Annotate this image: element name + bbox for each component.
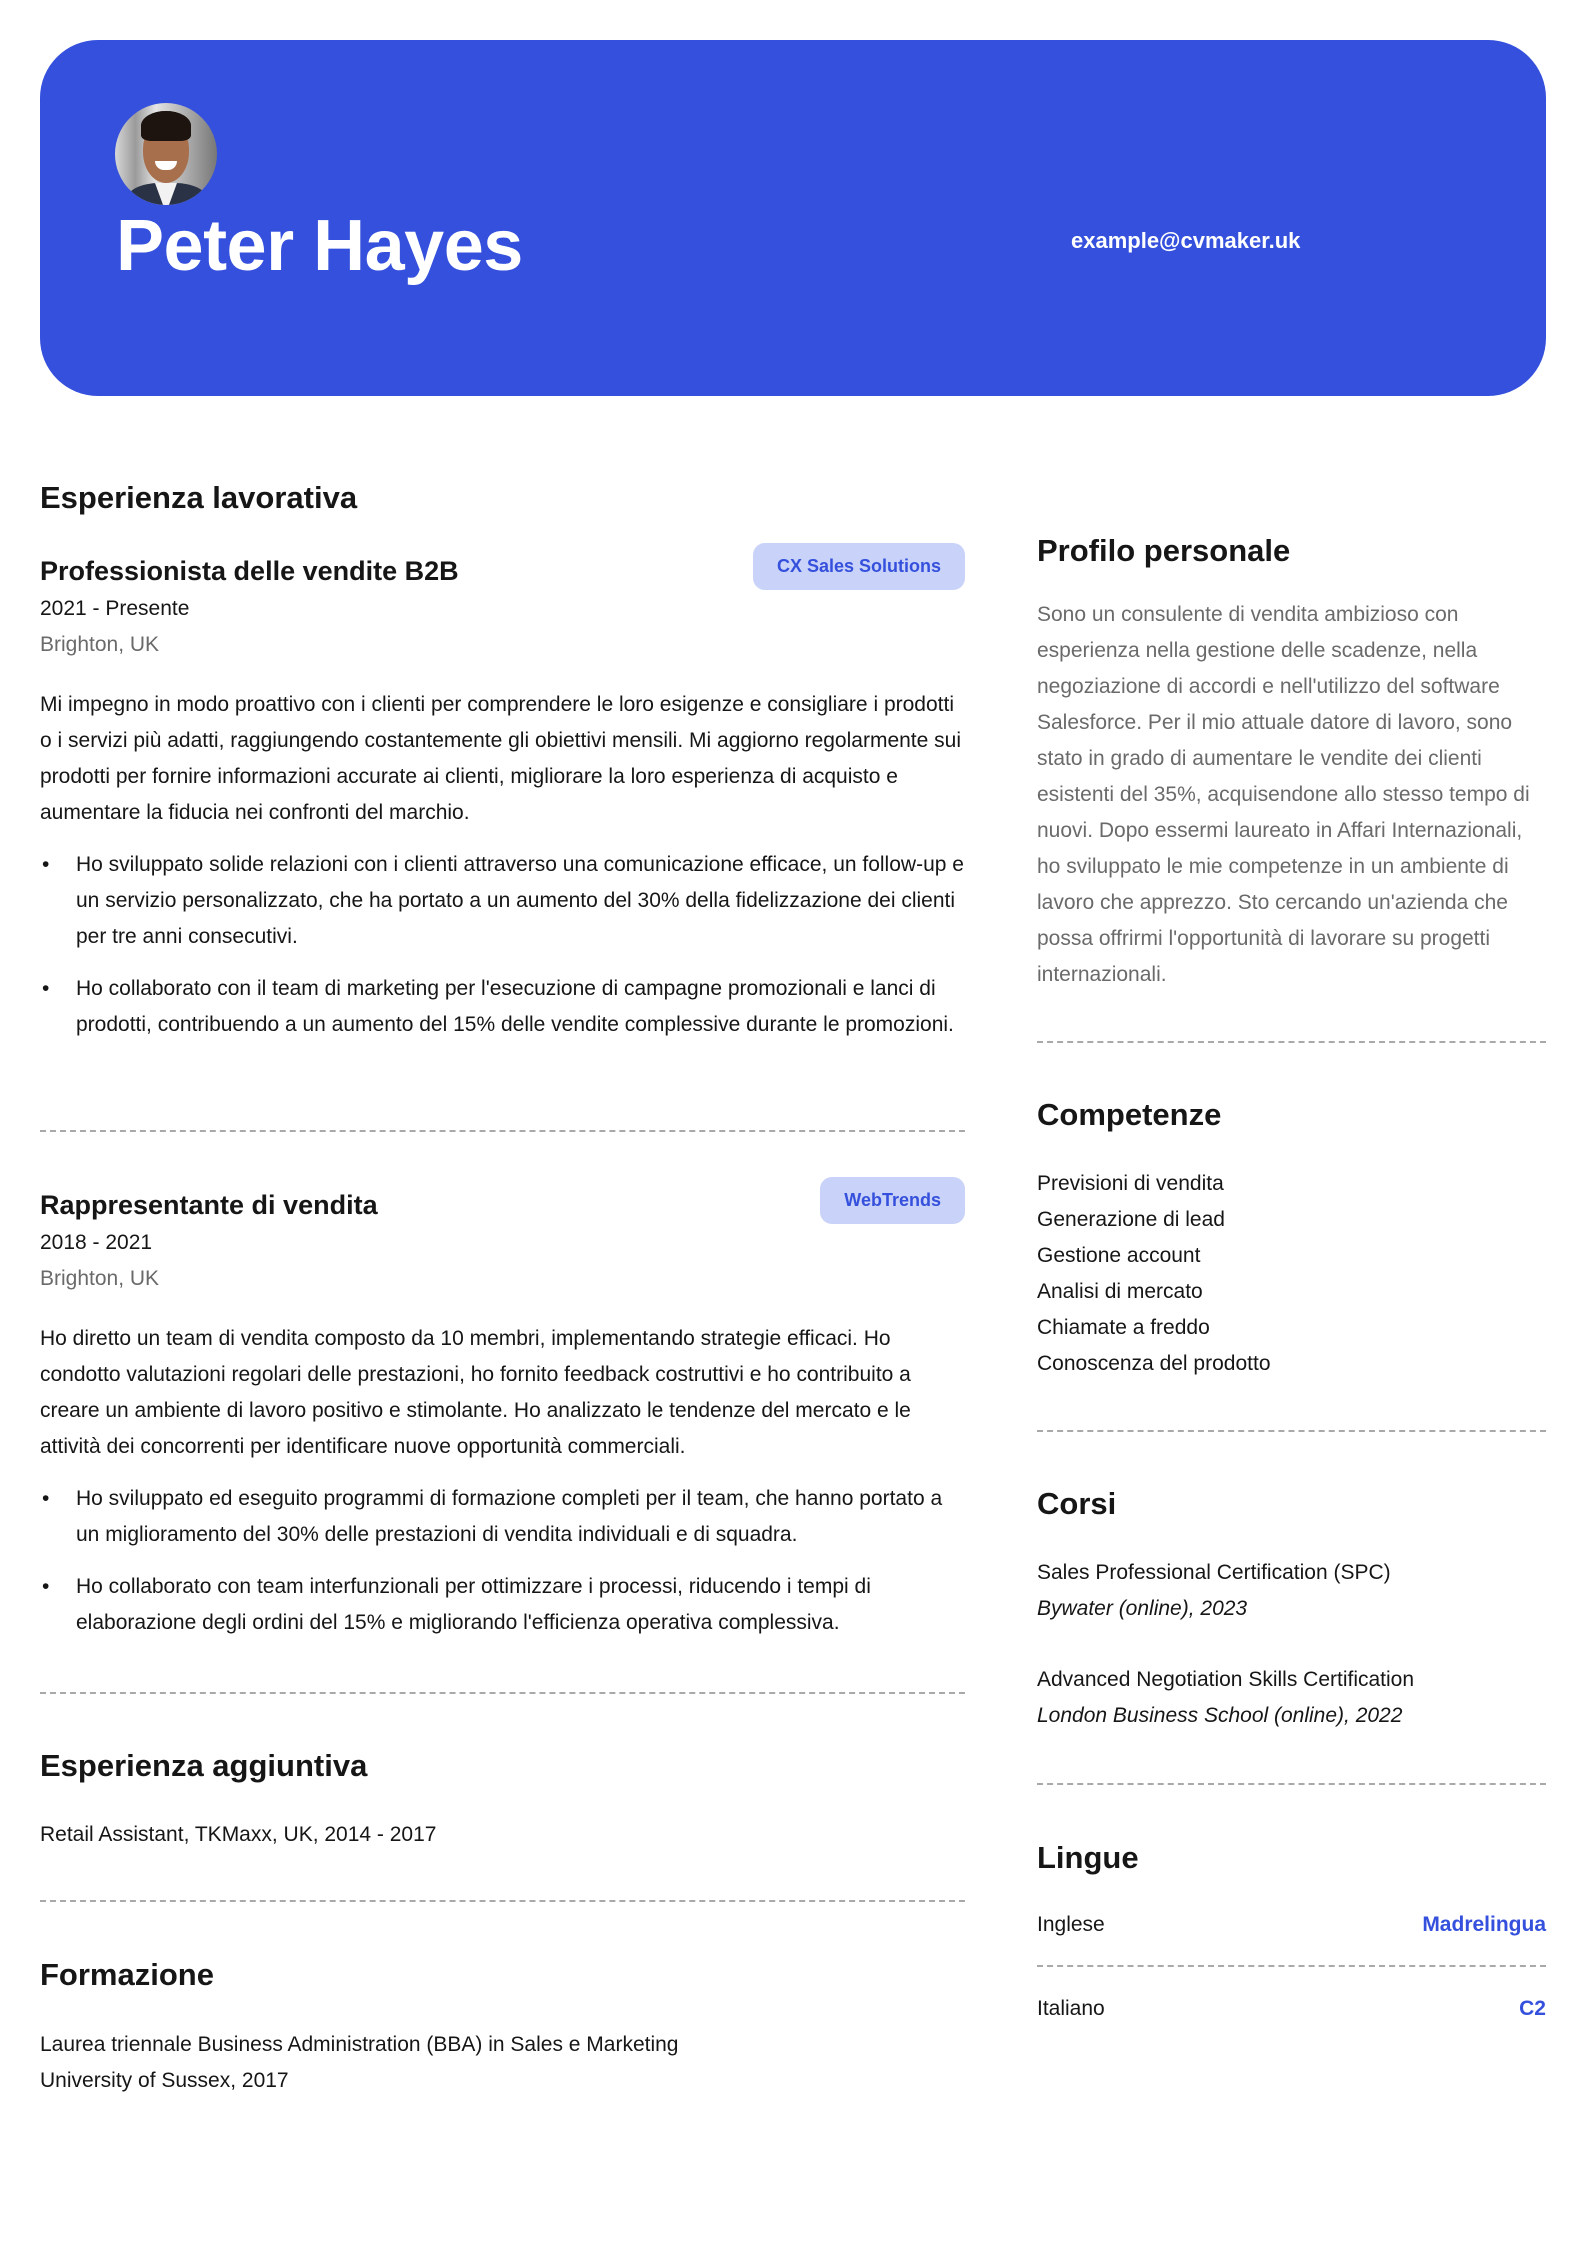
- job-title: Rappresentante di vendita: [40, 1190, 378, 1220]
- course-detail: London Business School (online), 2022: [1037, 1704, 1403, 1727]
- language-name: Inglese: [1037, 1913, 1105, 1936]
- additional-text: Retail Assistant, TKMaxx, UK, 2014 - 2017: [40, 1823, 437, 1846]
- skill-item: Gestione account: [1037, 1244, 1201, 1267]
- skill-item: Generazione di lead: [1037, 1208, 1225, 1231]
- course-name: Advanced Negotiation Skills Certification: [1037, 1668, 1415, 1691]
- skill-item: Analisi di mercato: [1037, 1280, 1203, 1303]
- skills-heading: Competenze: [1037, 1097, 1222, 1132]
- skill-item: Chiamate a freddo: [1037, 1316, 1210, 1339]
- company-badge: CX Sales Solutions: [753, 543, 965, 590]
- job-bullet: • Ho sviluppato ed eseguito programmi di formazione completi per il team, che hanno portato a un miglioramento del 30% delle prestazioni di vendita individuali e di squadra.: [40, 1481, 965, 1553]
- job-description: Mi impegno in modo proattivo con i clienti per comprendere le loro esigenze e consigliare i prodotti o i servizi più adatti, raggiungendo costantemente gli obiettivi mensili. Mi aggiorno regolarmente sui prodotti per fornire informazioni accurate ai clienti, migliorare la loro esperienza di acquisto e aumentare la fiducia nei confronti del marchio.: [40, 693, 961, 824]
- candidate-name: Peter Hayes: [116, 206, 523, 286]
- language-level: C2: [1519, 1997, 1546, 2020]
- divider: [1037, 1965, 1546, 1967]
- cv-header: [40, 40, 1546, 396]
- additional-heading: Esperienza aggiuntiva: [40, 1748, 368, 1783]
- job-title: Professionista delle vendite B2B: [40, 556, 459, 586]
- courses-heading: Corsi: [1037, 1486, 1117, 1521]
- job-bullet: • Ho collaborato con il team di marketing per l'esecuzione di campagne promozionali e lanci di prodotti, contribuendo a un aumento del 15% delle vendite complessive durante le promozioni.: [40, 971, 965, 1043]
- experience-heading: Esperienza lavorativa: [40, 480, 358, 515]
- degree: Laurea triennale Business Administration (BBA) in Sales e Marketing: [40, 2033, 679, 2056]
- job-bullet: • Ho sviluppato solide relazioni con i clienti attraverso una comunicazione efficace, un follow-up e un servizio personalizzato, che ha portato a un aumento del 30% della fidelizzazione dei clienti per tre anni consecutivi.: [40, 847, 965, 955]
- profile-photo: [115, 103, 217, 205]
- divider: [1037, 1430, 1546, 1432]
- education-heading: Formazione: [40, 1957, 214, 1992]
- job-bullet: • Ho collaborato con team interfunzionali per ottimizzare i processi, riducendo i tempi di elaborazione degli ordini del 15% e migliorando l'efficienza operativa complessiva.: [40, 1569, 965, 1641]
- job-location: Brighton, UK: [40, 633, 160, 656]
- education-entry: [40, 2027, 965, 2099]
- skills-list: [1037, 1166, 1546, 1382]
- email-link[interactable]: example@cvmaker.uk: [1071, 228, 1301, 253]
- divider: [40, 1130, 965, 1132]
- divider: [1037, 1041, 1546, 1043]
- job-dates: 2021 - Presente: [40, 597, 190, 620]
- skill-item: Conoscenza del prodotto: [1037, 1352, 1271, 1375]
- language-row: [1037, 1907, 1546, 1943]
- course-entry: [1037, 1662, 1546, 1734]
- job-description: Ho diretto un team di vendita composto da 10 membri, implementando strategie efficaci. Ho condotto valutazioni regolari delle prestazioni, ho fornito feedback costruttivi e ho contribuito a creare un ambiente di lavoro positivo e stimolante. Ho analizzato le tendenze del mercato e le attività dei concorrenti per identificare nuove opportunità commerciali.: [40, 1327, 911, 1458]
- language-name: Italiano: [1037, 1997, 1105, 2020]
- job-location: Brighton, UK: [40, 1267, 160, 1290]
- profile-heading: Profilo personale: [1037, 533, 1291, 568]
- profile-text: Sono un consulente di vendita ambizioso con esperienza nella gestione delle scadenze, nella negoziazione di accordi e nell'utilizzo del software Salesforce. Per il mio attuale datore di lavoro, sono stato in grado di aumentare le vendite dei clienti esistenti del 35%, acquisendone allo stesso tempo di nuovi. Dopo essermi laureato in Affari Internazionali, ho sviluppato le mie competenze in un ambiente di lavoro che apprezzo. Sto cercando un'azienda che possa offrirmi l'opportunità di lavorare su progetti internazionali.: [1037, 603, 1530, 986]
- course-detail: Bywater (online), 2023: [1037, 1597, 1248, 1620]
- job-entry: [40, 1177, 965, 1641]
- job-dates: 2018 - 2021: [40, 1231, 153, 1254]
- divider: [40, 1900, 965, 1902]
- company-badge: WebTrends: [820, 1177, 965, 1224]
- divider: [1037, 1783, 1546, 1785]
- languages-heading: Lingue: [1037, 1840, 1139, 1875]
- skill-item: Previsioni di vendita: [1037, 1172, 1224, 1195]
- course-entry: [1037, 1555, 1546, 1627]
- job-entry: [40, 543, 965, 1043]
- language-row: [1037, 1991, 1546, 2027]
- divider: [40, 1692, 965, 1694]
- job-bullets: [40, 847, 965, 1043]
- course-name: Sales Professional Certification (SPC): [1037, 1561, 1391, 1584]
- school: University of Sussex, 2017: [40, 2069, 289, 2092]
- job-bullets: [40, 1481, 965, 1641]
- language-level: Madrelingua: [1422, 1913, 1546, 1936]
